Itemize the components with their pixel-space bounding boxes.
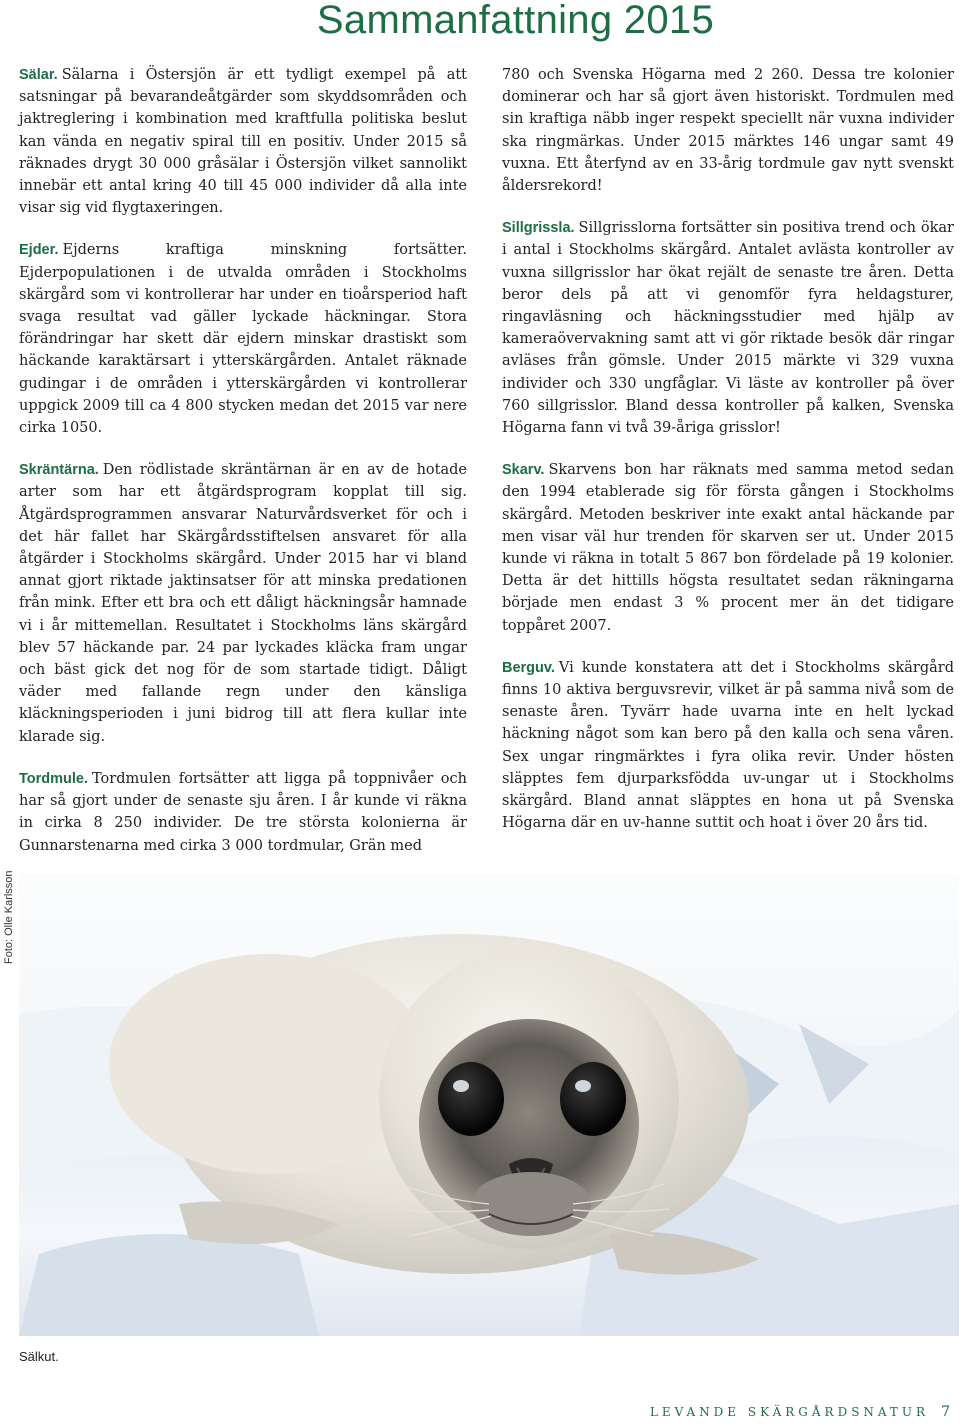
- photo-credit: Foto: Olle Karlsson: [3, 870, 15, 964]
- page-number: 7: [941, 1404, 950, 1420]
- publication-name: LEVANDE SKÄRGÅRDSNATUR: [649, 1405, 930, 1419]
- photo-credit-wrapper: [0, 870, 18, 964]
- section-text: Den rödlistade skräntärnan är en av de hotade arter som har ett åtgärdsprogram kopplat till sig. Åtgärdsprogrammen ansvarar Naturvårdsverket för och i det här fallet har Skärgårdsstiftelsen ansvaret för alla åtgärder i Stockholms skärgård. Under 2015 har vi bland annat gjort riktade jaktinsatser för att minska predationen från mink. Efter ett bra och ett dåligt häckningsår hamnade vi i år mittemellan. Resultatet i Stockholms läns skärgård blev 57 häckande par. 24 par lyckades kläcka fram ungar och bäst gick det nog för de som startade tidigt. Dåligt väder med fallande regn under den känsliga kläckningsperioden i juni bidrog till att flera kullar inte klarade sig.: [19, 462, 467, 745]
- seal-pup-image: [19, 874, 959, 1336]
- section-sillgrissla: [502, 217, 954, 439]
- section-berguv: [502, 657, 954, 835]
- section-text: Ejderns kraftiga minskning fortsätter. Ejderpopulationen i de utvalda områden i Stockholms skärgård som vi kontrollerar har under en tioårsperiod haft svaga resultat vad gäller lyckade häckningar. Stora förändringar har skett där ejdern minskar drastiskt som häckande karaktärsart i ytterskärgården. Antalet räknade gudingar i de områden i ytterskärgården vi kontrollerar uppgick 2009 till ca 4 800 stycken medan det 2015 var nere cirka 1050.: [19, 242, 467, 437]
- section-text: Sälarna i Östersjön är ett tydligt exempel på att satsningar på bevarandeåtgärder som skyddsområden och jaktreglering i kombination med kraftfulla politiska beslut kan vända en negativ spiral till en positiv. Under 2015 så räknades drygt 30 000 gråsälar i Östersjön vilket sannolikt innebär ett antal kring 40 till 45 000 individer då alla inte visar sig vid flygtaxeringen.: [19, 67, 467, 217]
- page-footer: [650, 1404, 950, 1420]
- section-text: Tordmulen fortsätter att ligga på toppnivåer och har så gjort under de senaste sju åren. I år kunde vi räkna in cirka 8 250 individer. De tre största kolonierna är Gunnarstenarna med cirka 3 000 tordmular, Grän med: [19, 770, 467, 854]
- section-salar: [19, 64, 467, 219]
- section-heading: Skarv.: [502, 462, 545, 479]
- section-heading: Sälar.: [19, 67, 58, 83]
- section-heading: Skräntärna.: [19, 462, 99, 479]
- section-heading: Sillgrissla.: [502, 220, 575, 237]
- section-skrantarna: [19, 459, 467, 748]
- page-title: Sammanfattning 2015: [316, 0, 714, 42]
- section-heading: Berguv.: [502, 659, 555, 676]
- section-heading: Tordmule.: [19, 770, 89, 787]
- section-heading: Ejder.: [19, 242, 59, 259]
- section-text: Skarvens bon har räknats med samma metod sedan den 1994 etablerade sig för första gången i Stockholms skärgård. Metoden beskriver inte exakt antal häckande par men visar väl hur trenden för skarven ser ut. Under 2015 kunde vi räkna in totalt 5 867 bon fördelade på 19 kolonier. Detta är det hittills högsta resultatet sedan räkningarna började men endast 3 % procent mer än det tidigare toppåret 2007.: [502, 462, 954, 634]
- section-text: Sillgrisslorna fortsätter sin positiva trend och ökar i antal i Stockholms skärgård. Antalet avlästa kontroller av vuxna sillgrisslor har ökat rejält de senaste tre åren. Detta beror dels på att vi genomför fyra heldagsturer, ringavläsning och häckningsstudier med hjälp av kameraövervakning samt att vi gör riktade besök där ringar avläses från gömsle. Under 2015 märkte vi 329 vuxna individer och 330 ungfåglar. Vi läste av kontroller på över 760 sillgrisslor. Bland dessa kontroller på kalken, Svenska Högarna fann vi två 39-åriga grisslor!: [502, 220, 954, 437]
- section-text: Vi kunde konstatera att det i Stockholms skärgård finns 10 aktiva berguvsrevir, vilket är på samma nivå som de senaste åren. Tyvärr hade uvarna inte en helt lyckad häckning något som kan bero på den kalla och sena våren. Sex ungar ringmärktes i fyra olika revir. Under hösten släpptes fem djurparksfödda uv-ungar ut i Stockholms skärgård. Bland annat släpptes en hona ut på Svenska Högarna där en uv-hanne suttit och hoat i över 20 års tid.: [502, 659, 954, 832]
- right-column: [502, 64, 954, 855]
- section-tordmule: [19, 768, 467, 857]
- seal-pup-photo: [19, 874, 959, 1336]
- section-skarv: [502, 459, 954, 637]
- photo-caption: Sälkut.: [19, 1349, 59, 1364]
- section-ejder: [19, 239, 467, 439]
- section-tordmule-continued: 780 och Svenska Högarna med 2 260. Dessa tre kolonier dominerar och har så gjort även historiskt. Tordmulen med sin kraftiga näbb inger respekt speciellt när vuxna individer ska ringmärkas. Under 2015 märktes 146 ungar samt 49 vuxna. Ett återfynd av en 33-årig tordmule gav nytt svenskt åldersrekord!: [502, 67, 954, 195]
- left-column: [19, 64, 467, 877]
